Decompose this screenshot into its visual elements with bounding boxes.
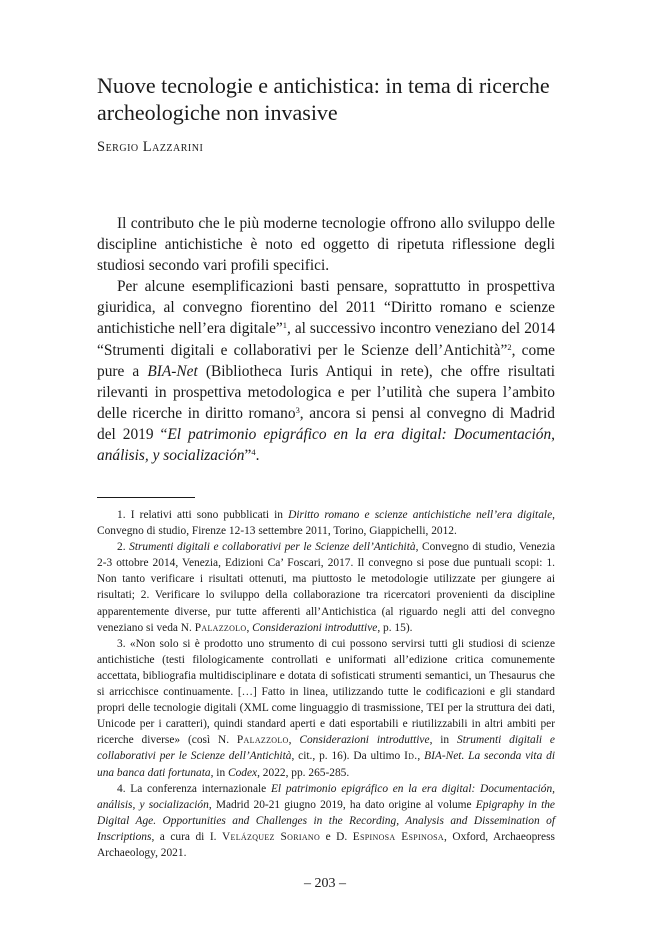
paragraph-2-text: (Bibliotheca Iuris Antiqui in rete), che offre risultati rilevanti in prospettiva metodologica e per l’utilità che supera l’ambito delle ricerche in diritto romano: [97, 362, 555, 422]
footnote-title: Strumenti digitali e collaborativi per le Scienze dell’Antichità: [97, 734, 555, 763]
footnote-title: El patrimonio epigráfico en la era digital: Documentación, análisis, y socialización: [97, 782, 555, 811]
footnote-text: ,: [246, 621, 253, 634]
paragraph-2-text: .: [255, 447, 260, 465]
footnote-text: , in: [429, 734, 457, 747]
footnote-text: e D.: [320, 830, 353, 843]
paragraph-2-text: , come pure a: [97, 341, 555, 380]
footnote-ref-3[interactable]: 3: [295, 404, 300, 415]
paragraph-2-text: Per alcune esemplificazioni basti pensare, soprattutto in prospettiva giuridica, al convegno fiorentino del 2011 “Diritto romano e scienze antichistiche nell’era digitale”: [97, 278, 555, 338]
footnote-title: Considerazioni introduttive: [252, 621, 378, 634]
footnote-text: 1. I relativi atti sono pubblicati in: [117, 509, 289, 521]
bia-net-name: BIA-Net: [147, 362, 198, 380]
footnote-author: Espinosa Espinosa: [352, 830, 444, 843]
footnote-title: BIA-Net. La seconda vita di una banca dati fortunata: [97, 750, 555, 779]
footnote-text: , Convegno di studio, Venezia 2-3 ottobre 2014, Venezia, Edizioni Ca’ Foscari, 2017. Il convegno si pose due puntuali scopi: 1. Non tanto verificare i risultati ottenuti, ma piuttosto le metodologie utilizzate per giungere ai risultati; 2. Verificare lo sviluppo della collaborazione tra ricercatori provenienti da discipline apparentemente diverse, pur tutte afferenti all’Antichistica (al riguardo negli atti del convegno veneziano si veda N.: [97, 541, 556, 634]
paragraph-2: [97, 276, 555, 466]
paragraph-2-text: , al successivo incontro veneziano del 2014 “Strumenti digitali e collaborativi per le Scienze dell’Antichità”: [97, 320, 555, 359]
footnote-title: Diritto romano e scienze antichistiche nell’era digitale: [288, 509, 553, 521]
footnote-text: , in: [210, 766, 228, 779]
madrid-conference-title: El patrimonio epigráfico en la era digital: Documentación, análisis, y socialización: [97, 425, 555, 465]
footnote-author: Velázquez Soriano: [222, 830, 321, 843]
paragraph-2-text: ”: [244, 447, 252, 465]
footnote-title: Epigraphy in the Digital Age. Opportunities and Challenges in the Recording, Analysis and Dissemination of Inscriptions: [97, 798, 555, 843]
footnote-text: , p. 15).: [377, 621, 413, 634]
footnotes: [97, 507, 555, 861]
paragraph-2-text: , ancora si pensi al convegno di Madrid del 2019 “: [97, 404, 555, 443]
footnote-3: [97, 636, 555, 781]
footnote-ref-2[interactable]: 2: [507, 341, 512, 352]
paragraph-1: Il contributo che le più moderne tecnologie offrono allo sviluppo delle discipline antichistiche è noto ed oggetto di ripetuta riflessione degli studiosi secondo vari profili specifici.: [97, 215, 555, 275]
footnote-title: Strumenti digitali e collaborativi per le Scienze dell’Antichità: [129, 541, 416, 554]
footnote-text: ,: [288, 734, 300, 747]
footnote-text: , Oxford, Archaeopress Archaeology, 2021.: [97, 830, 555, 859]
footnote-text: , cit., p. 16). Da ultimo: [291, 750, 405, 763]
footnote-text: 2.: [117, 541, 130, 554]
footnote-title: Considerazioni introduttive: [299, 734, 430, 747]
footnote-text: 4. La conferenza internazionale: [117, 782, 271, 795]
article-title: Nuove tecnologie e antichistica: in tema di ricerche archeologiche non invasive: [97, 73, 550, 125]
footnote-1: [97, 507, 555, 539]
footnote-author: Id.: [404, 750, 418, 763]
footnote-text: , a cura di I.: [151, 830, 223, 843]
body-text: [97, 213, 555, 466]
footnote-text: , Convegno di studio, Firenze 12-13 settembre 2011, Torino, Giappichelli, 2012.: [97, 509, 555, 538]
footnote-author: Palazzolo: [236, 734, 289, 747]
footnote-4: [97, 781, 555, 861]
footnote-text: , Madrid 20-21 giugno 2019, ha dato origine al volume: [208, 798, 476, 811]
footnote-text: ,: [417, 750, 425, 763]
footnote-2: [97, 539, 555, 636]
article-author: Sergio Lazzarini: [97, 139, 204, 155]
footnote-title: Codex: [228, 766, 258, 779]
footnote-ref-1[interactable]: 1: [282, 320, 287, 331]
footnote-text: , 2022, pp. 265-285.: [257, 766, 350, 779]
page-number: – 203 –: [304, 876, 346, 891]
footnote-author: Palazzolo: [194, 621, 247, 634]
footnote-text: 3. «Non solo si è prodotto uno strumento di cui possono servirsi tutti gli studiosi di scienze antichistiche (testi filologicamente controllati e uniformati all’edizione critica comunemente accettata, bibliografia multidisciplinare e dotata di sofisticati strumenti semantici, un Thesaurus che si arricchisce continuamente. […] Fatto in linea, utilizzando tutte le codificazioni e gli standard propri delle tecnologie digitali (XML come linguaggio di trasmissione, TEI per la struttura dei dati, Unicode per i caratteri), quindi standard aperti e dati esportabili e riutilizzabili in altri ambiti per ricerche diverse» (così N.: [97, 637, 555, 747]
footnote-ref-4[interactable]: 4: [251, 446, 256, 457]
footnote-separator: [97, 497, 195, 498]
